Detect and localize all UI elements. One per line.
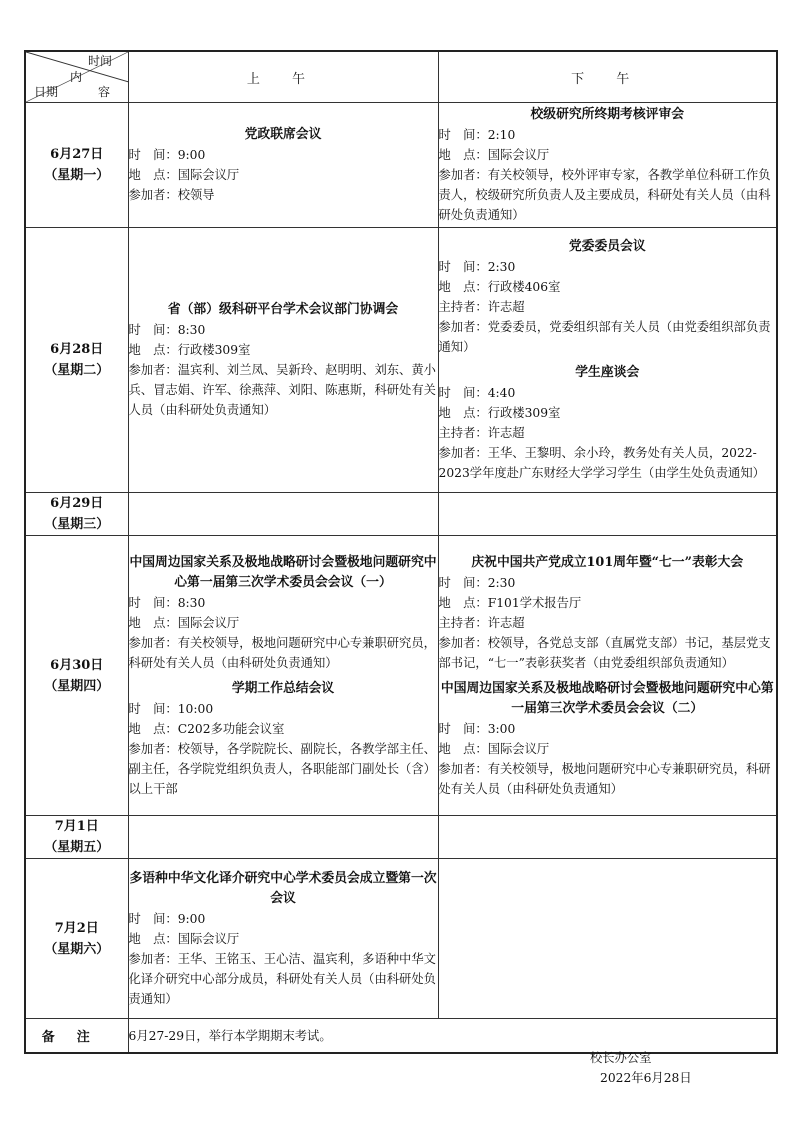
event-block (439, 105, 777, 225)
event-attendees-value: 校领导，各学院院长、副院长，各教学部主任、副主任，各学院党组织负责人，各职能部门副处长（含）以上干部 (128, 741, 436, 796)
event-block (129, 300, 438, 420)
event-title: 庆祝中国共产党成立101周年暨“七一”表彰大会 (471, 554, 744, 570)
weekday-label: （星期二） (44, 363, 110, 378)
afternoon-cell (438, 103, 777, 228)
afternoon-cell (438, 859, 777, 1019)
event-place (129, 719, 438, 739)
event-time-value: 10:00 (177, 701, 214, 716)
event-time-label: 时 间： (438, 128, 488, 142)
corner-date-label: 日期 (34, 85, 59, 99)
event-attendees (129, 949, 438, 1009)
event-time-label: 时 间： (438, 260, 488, 274)
event-place-value: 国际会议厅 (177, 168, 240, 182)
event-attendees-label: 参加者： (128, 188, 178, 202)
weekday-label: （星期五） (44, 840, 110, 855)
event-place-label: 地 点： (438, 595, 488, 610)
morning-header: 上 午 (128, 51, 438, 103)
schedule-row (25, 816, 777, 859)
date-cell (25, 859, 128, 1019)
event-host (439, 613, 777, 633)
schedule-row (25, 859, 777, 1019)
event-place-value: 国际会议厅 (487, 741, 550, 756)
event-attendees-value: 党委委员，党委组织部有关人员（由党委组织部负责通知） (438, 320, 771, 354)
event-place (439, 145, 777, 165)
event-attendees-label: 参加者： (128, 951, 178, 966)
signature-date: 2022年6月28日 (600, 1071, 692, 1085)
event-place (439, 593, 777, 613)
event-place-label: 地 点： (438, 280, 488, 294)
event-block (129, 125, 438, 205)
event-attendees-label: 参加者： (438, 320, 488, 334)
event-attendees-value: 校领导 (177, 188, 215, 202)
event-time (439, 383, 777, 403)
event-place-value: 国际会议厅 (487, 148, 550, 162)
schedule-row (25, 103, 777, 228)
event-place (129, 613, 438, 633)
date-label: 6月28日 (50, 342, 104, 357)
weekday-label: （星期六） (44, 941, 110, 957)
event-time-value: 2:10 (487, 128, 516, 142)
event-time-value: 8:30 (177, 595, 206, 610)
morning-cell (128, 228, 438, 493)
morning-cell (128, 536, 438, 816)
event-place-value: 行政楼309室 (177, 343, 251, 357)
corner-time-label: 时间 (88, 54, 113, 68)
schedule-row (25, 228, 777, 493)
event-attendees-label: 参加者： (128, 741, 178, 756)
corner-content-label-2: 容 (98, 85, 111, 99)
event-title: 省（部）级科研平台学术会议部门协调会 (167, 302, 399, 317)
event-attendees (439, 165, 777, 225)
event-host (439, 423, 777, 443)
event-block (439, 237, 777, 357)
date-label: 7月2日 (54, 920, 99, 936)
event-time-value: 2:30 (487, 575, 516, 590)
event-place-label: 地 点： (128, 343, 178, 357)
event-block (129, 869, 438, 1009)
event-time-value: 2:30 (487, 260, 516, 274)
weekday-label: （星期三） (44, 517, 110, 532)
event-time-value: 9:00 (177, 148, 206, 162)
event-place-value: 国际会议厅 (177, 931, 240, 946)
event-attendees (439, 443, 777, 483)
morning-cell (128, 816, 438, 859)
afternoon-header: 下 午 (438, 51, 777, 103)
event-time-label: 时 间： (438, 721, 488, 736)
date-cell (25, 228, 128, 493)
event-title: 学生座谈会 (575, 365, 640, 380)
event-place (129, 165, 438, 185)
event-time-label: 时 间： (128, 701, 178, 716)
date-label: 6月27日 (50, 147, 104, 162)
event-time-label: 时 间： (438, 575, 488, 590)
afternoon-cell (438, 816, 777, 859)
event-host-value: 许志超 (487, 615, 525, 630)
event-attendees-value: 校领导，各党总支部（直属党支部）书记，基层党支部书记，“七一”表彰获奖者（由党委组织部负责通知） (438, 635, 771, 670)
event-attendees-label: 参加者： (438, 168, 488, 182)
event-attendees (129, 360, 438, 420)
schedule-sheet (24, 50, 776, 1054)
event-time (129, 699, 438, 719)
date-cell (25, 536, 128, 816)
event-time (439, 573, 777, 593)
corner-cell (25, 51, 128, 103)
event-time (129, 320, 438, 340)
event-attendees-value: 王华、王黎明、余小玲，教务处有关人员，2022-2023学年度赴广东财经大学学习学生（由学生处负责通知） (438, 446, 765, 480)
event-place-value: 国际会议厅 (177, 615, 240, 630)
event-attendees-label: 参加者： (438, 446, 488, 460)
event-title: 校级研究所终期考核评审会 (530, 107, 685, 122)
corner-content-label-1: 内 (70, 70, 83, 84)
event-place-value: 行政楼309室 (487, 406, 561, 420)
date-label: 6月29日 (50, 496, 104, 511)
event-attendees (439, 759, 777, 799)
event-attendees (439, 317, 777, 357)
office-signature: 校长办公室 (590, 1051, 652, 1065)
event-time (129, 909, 438, 929)
event-place (439, 739, 777, 759)
event-title: 党委委员会议 (568, 239, 646, 254)
event-title: 多语种中华文化译介研究中心学术委员会成立暨第一次会议 (129, 870, 437, 906)
event-place (439, 403, 777, 423)
event-place-value: 行政楼406室 (487, 280, 561, 294)
weekday-label: （星期四） (44, 678, 110, 694)
afternoon-cell (438, 536, 777, 816)
event-time (129, 593, 438, 613)
event-attendees (439, 633, 777, 673)
event-host-label: 主持者： (438, 426, 488, 440)
event-attendees-label: 参加者： (128, 363, 178, 377)
event-place-label: 地 点： (438, 148, 488, 162)
note-label: 备注 (25, 1019, 128, 1053)
event-time-value: 4:40 (487, 386, 516, 400)
event-time-value: 9:00 (177, 911, 206, 926)
event-host (439, 297, 777, 317)
schedule-row (25, 536, 777, 816)
event-host-label: 主持者： (438, 615, 488, 630)
event-title: 中国周边国家关系及极地战略研讨会暨极地问题研究中心第一届第三次学术委员会会议（二） (440, 680, 774, 716)
event-time-label: 时 间： (128, 911, 178, 926)
header-row (25, 51, 777, 103)
date-label: 6月30日 (50, 657, 104, 673)
event-time-label: 时 间： (128, 595, 178, 610)
event-time-label: 时 间： (128, 148, 178, 162)
morning-cell (128, 103, 438, 228)
date-cell (25, 816, 128, 859)
morning-cell (128, 859, 438, 1019)
event-place (439, 277, 777, 297)
event-place-label: 地 点： (128, 721, 178, 736)
event-block (439, 363, 777, 483)
event-attendees-value: 温宾利、刘兰凤、吴新玲、赵明明、刘东、黄小兵、冒志娟、许军、徐燕萍、刘阳、陈惠斯，科研处有关人员（由科研处负责通知） (128, 363, 436, 417)
date-label: 7月1日 (54, 819, 99, 834)
event-place (129, 929, 438, 949)
event-time (129, 145, 438, 165)
event-time-value: 3:00 (487, 721, 516, 736)
afternoon-cell (438, 228, 777, 493)
event-time (439, 125, 777, 145)
event-title: 中国周边国家关系及极地战略研讨会暨极地问题研究中心第一届第三次学术委员会会议（一） (129, 554, 437, 590)
weekday-label: （星期一） (44, 168, 110, 183)
date-cell (25, 493, 128, 536)
event-title: 学期工作总结会议 (231, 680, 335, 696)
event-attendees-label: 参加者： (438, 635, 488, 650)
event-attendees-value: 有关校领导，极地问题研究中心专兼职研究员，科研处有关人员（由科研处负责通知） (128, 635, 436, 670)
event-time (439, 719, 777, 739)
event-time (439, 257, 777, 277)
event-attendees-value: 有关校领导，极地问题研究中心专兼职研究员，科研处有关人员（由科研处负责通知） (438, 761, 771, 796)
event-place (129, 340, 438, 360)
event-title: 党政联席会议 (244, 127, 322, 142)
event-attendees (129, 185, 438, 205)
event-block (129, 553, 438, 673)
event-place-label: 地 点： (128, 615, 178, 630)
event-attendees-value: 有关校领导，校外评审专家，各教学单位科研工作负责人，校级研究所负责人及主要成员，科研处有关人员（由科研处负责通知） (438, 168, 771, 222)
event-host-value: 许志超 (487, 300, 525, 314)
event-place-label: 地 点： (438, 741, 488, 756)
event-attendees-value: 王华、王铭玉、王心洁、温宾利，多语种中华文化译介研究中心部分成员，科研处有关人员（由科研处负责通知） (128, 951, 436, 1006)
event-block (439, 553, 777, 673)
date-cell (25, 103, 128, 228)
event-host-label: 主持者： (438, 300, 488, 314)
event-place-label: 地 点： (128, 168, 178, 182)
event-block (129, 679, 438, 799)
event-time-label: 时 间： (128, 323, 178, 337)
event-attendees (129, 739, 438, 799)
note-text: 6月27-29日，举行本学期期末考试。 (128, 1019, 777, 1053)
schedule-table (24, 50, 778, 1054)
event-attendees (129, 633, 438, 673)
afternoon-cell (438, 493, 777, 536)
event-host-value: 许志超 (487, 426, 525, 440)
event-time-value: 8:30 (177, 323, 206, 337)
event-place-label: 地 点： (438, 406, 488, 420)
event-block (439, 679, 777, 799)
event-time-label: 时 间： (438, 386, 488, 400)
morning-cell (128, 493, 438, 536)
event-attendees-label: 参加者： (128, 635, 178, 650)
event-place-value: C202多功能会议室 (177, 721, 285, 736)
event-place-value: F101学术报告厅 (487, 595, 582, 610)
event-attendees-label: 参加者： (438, 761, 488, 776)
schedule-row (25, 493, 777, 536)
event-place-label: 地 点： (128, 931, 178, 946)
